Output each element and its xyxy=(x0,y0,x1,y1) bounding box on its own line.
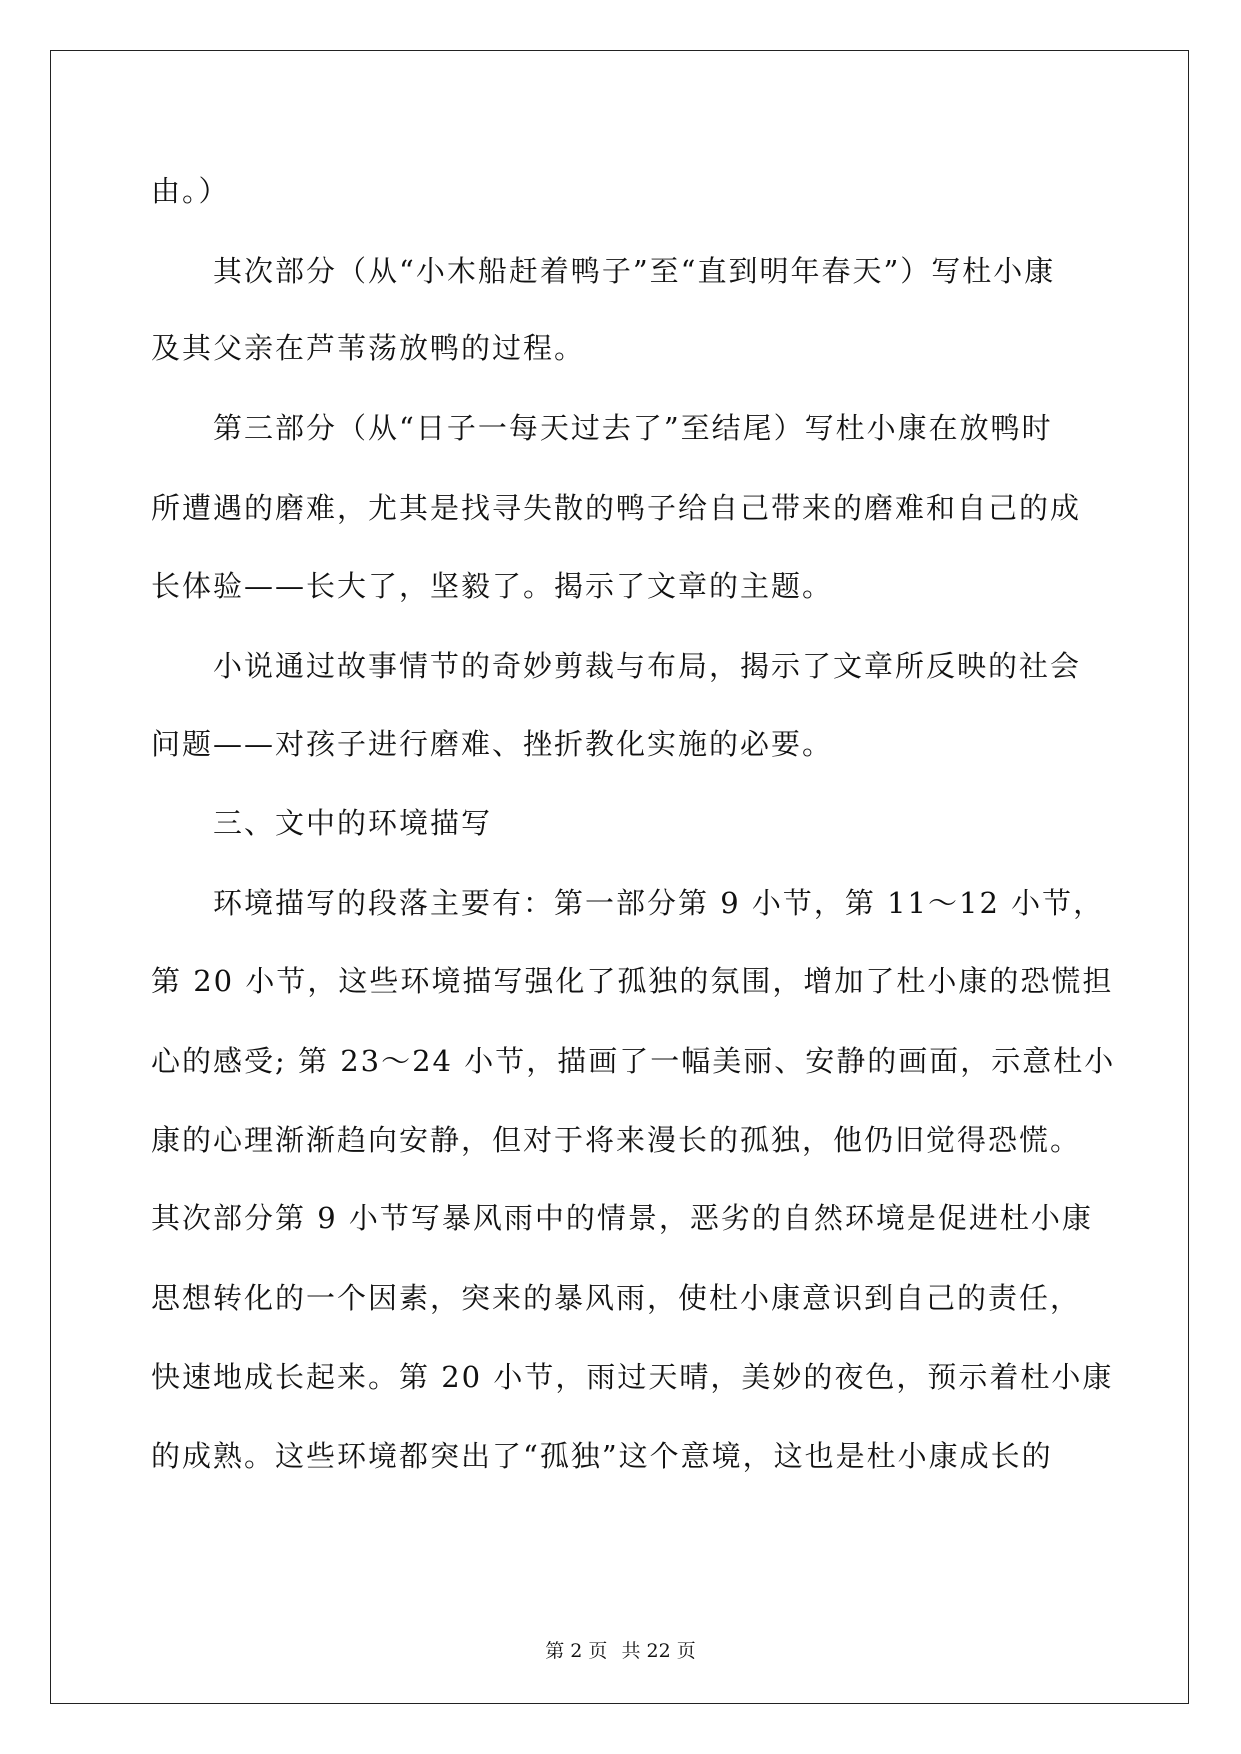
text-line-15: 思想转化的一个因素，突来的暴风雨，使杜小康意识到自己的责任， xyxy=(151,1281,1082,1315)
section-heading: 三、文中的环境描写 xyxy=(213,806,493,840)
text-line-10: 环境描写的段落主要有：第一部分第 9 小节，第 11～12 小节， xyxy=(213,886,1105,920)
text-line-1: 由。） xyxy=(151,174,230,208)
text-line-4: 第三部分（从“日子一每天过去了”至结尾）写杜小康在放鸭时 xyxy=(213,411,1053,445)
text-line-13: 康的心理渐渐趋向安静，但对于将来漫长的孤独，他仍旧觉得恐慌。 xyxy=(151,1123,1082,1157)
text-line-3: 及其父亲在芦苇荡放鸭的过程。 xyxy=(151,331,586,365)
text-line-17: 的成熟。这些环境都突出了“孤独”这个意境，这也是杜小康成长的 xyxy=(151,1439,1053,1473)
text-line-2: 其次部分（从“小木船赶着鸭子”至“直到明年春天”）写杜小康 xyxy=(213,254,1056,288)
text-line-14: 其次部分第 9 小节写暴风雨中的情景，恶劣的自然环境是促进杜小康 xyxy=(151,1201,1093,1235)
text-line-6: 长体验——长大了，坚毅了。揭示了文章的主题。 xyxy=(151,569,834,603)
page-total: 共 22 页 xyxy=(621,1640,696,1662)
page-number: 第 2 页 xyxy=(545,1640,608,1662)
text-line-16: 快速地成长起来。第 20 小节，雨过天晴，美妙的夜色，预示着杜小康 xyxy=(151,1360,1114,1394)
text-line-5: 所遭遇的磨难，尤其是找寻失散的鸭子给自己带来的磨难和自己的成 xyxy=(151,491,1082,525)
text-line-11: 第 20 小节，这些环境描写强化了孤独的氛围，增加了杜小康的恐慌担 xyxy=(151,964,1114,998)
text-line-7: 小说通过故事情节的奇妙剪裁与布局，揭示了文章所反映的社会 xyxy=(213,649,1082,683)
page-footer xyxy=(0,1639,1241,1663)
text-line-8: 问题——对孩子进行磨难、挫折教化实施的必要。 xyxy=(151,727,834,761)
text-line-12: 心的感受; 第 23～24 小节，描画了一幅美丽、安静的画面，示意杜小 xyxy=(151,1044,1116,1078)
